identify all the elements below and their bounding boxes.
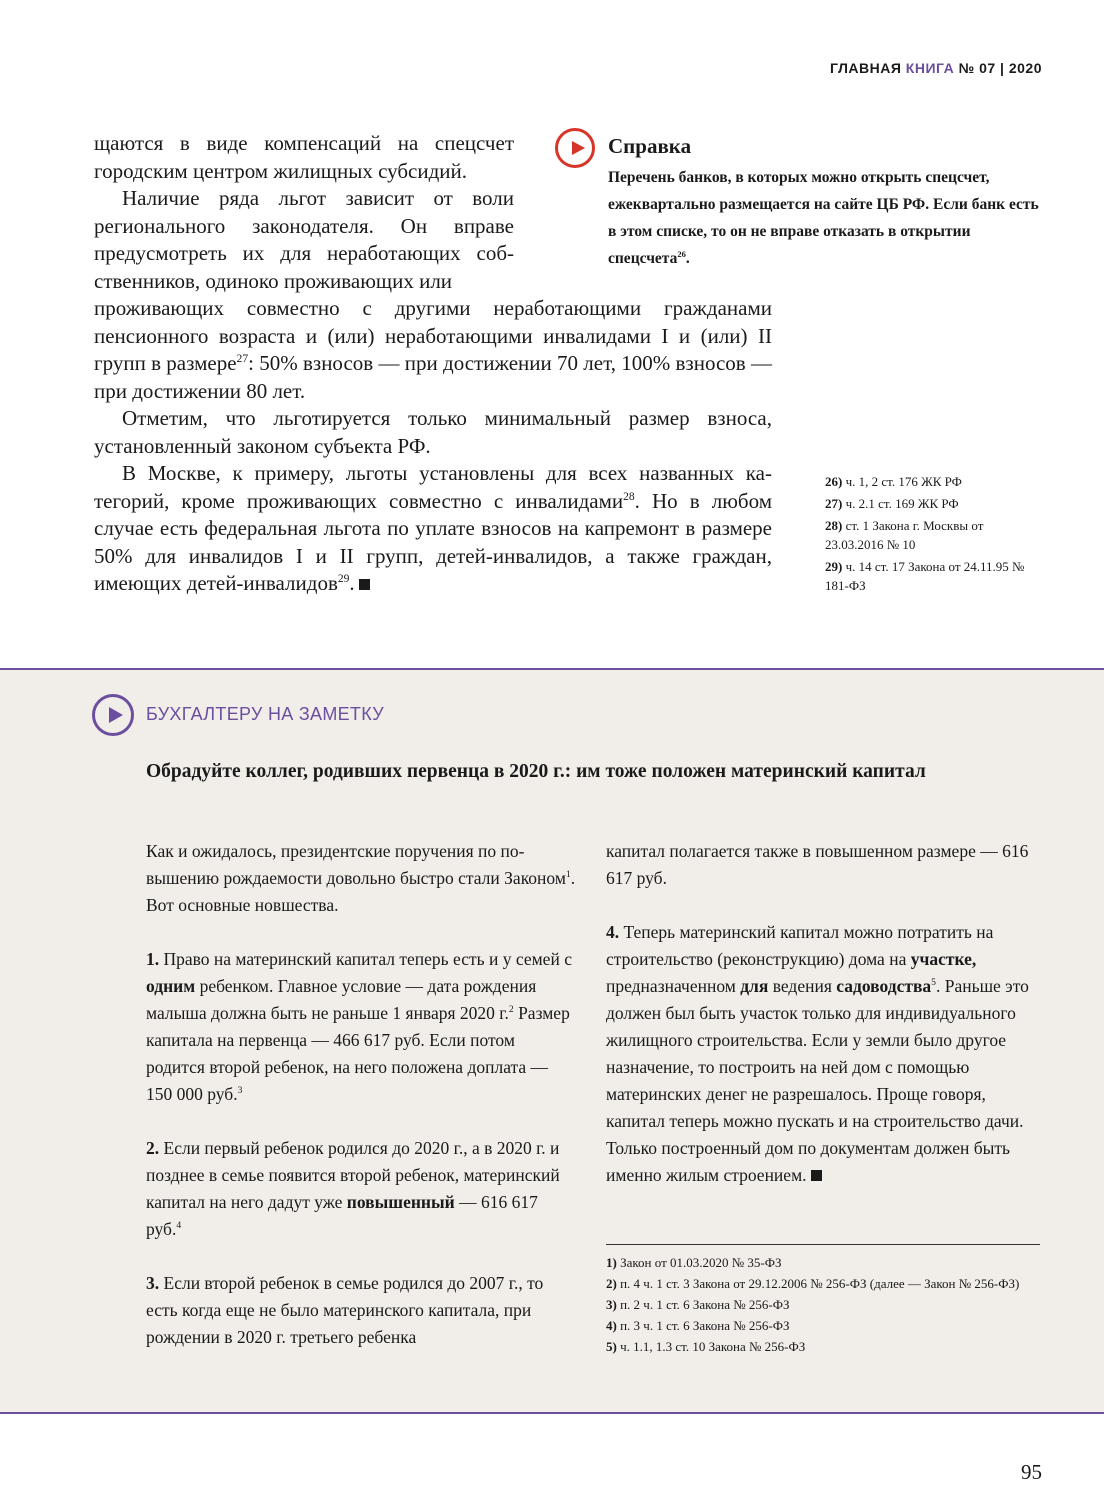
footnote-text: ч. 1, 2 ст. 176 ЖК РФ [845, 474, 962, 489]
footnote [825, 472, 1045, 491]
bold-text: садоводства [836, 976, 932, 996]
box-column-right [606, 838, 1042, 1189]
footnote-number: 26) [825, 474, 843, 489]
article-text: . Но в любом случае есть федеральная льгота по уплате взносов на капремонт в размере 50% для инвалидов I и II групп, детей-инвалидов, а также граждан, имеющих детей-инвалидов [94, 488, 773, 595]
item-number: 1. [146, 949, 160, 969]
footnote [606, 1296, 1042, 1313]
footnotes-box [606, 1254, 1042, 1359]
article-paragraph [94, 295, 772, 405]
box-text: — 616 617 руб. [146, 1192, 538, 1239]
article-paragraph [94, 460, 772, 598]
reference-text [608, 164, 1043, 272]
footnote-number: 29) [825, 559, 843, 574]
footnote [825, 557, 1045, 595]
box-text: Право на материнский капитал теперь есть и у семей с [159, 949, 572, 969]
footnote-number: 4) [606, 1318, 617, 1333]
footnote-number: 3) [606, 1297, 617, 1312]
footnote [606, 1254, 1042, 1271]
article-text: В Москве, к примеру, льготы установлены для всех названных категорий, кроме проживающих совместно с инвалидами [94, 461, 772, 513]
end-mark [811, 1170, 822, 1181]
article-paragraph: Наличие ряда льгот зависит от воли регионального законодателя. Он вправе предусмотреть их для неработающих собственников, одиноко проживающих или [94, 186, 514, 293]
article-paragraph: Отметим, что льготируется только минимальный размер взноса, установленный законом субъекта РФ. [94, 406, 772, 458]
footnote [606, 1338, 1042, 1355]
box-paragraph [606, 919, 1042, 1189]
footnote-text: ст. 1 Закона г. Москвы от 23.03.2016 № 10 [825, 518, 984, 552]
footnote-ref: 29 [337, 573, 350, 585]
box-text: Если первый ребенок родился до 2020 г., а в 2020 г. и позднее в семье появится второй ребенок, материнский капитал на него дадут уже [146, 1138, 560, 1212]
box-label: БУХГАЛТЕРУ НА ЗАМЕТКУ [146, 704, 384, 724]
footnote-text: п. 2 ч. 1 ст. 6 Закона № 256-ФЗ [620, 1297, 790, 1312]
reference-end: . [685, 250, 690, 267]
box-text: ребенком. Главное условие — дата рождения малыша должна быть не раньше 1 января 2020 г. [146, 976, 537, 1023]
footnote-text: п. 3 ч. 1 ст. 6 Закона № 256-ФЗ [620, 1318, 790, 1333]
footnote [606, 1275, 1042, 1292]
footnote-ref: 26 [677, 248, 686, 259]
bold-text: для [740, 976, 769, 996]
footnote [606, 1317, 1042, 1334]
magazine-header [830, 60, 1042, 76]
footnote-number: 27) [825, 496, 843, 511]
article-paragraph: щаются в виде компенсаций на спецсчет городским центром жилищных субсидий. [94, 131, 514, 183]
magazine-name-part1: ГЛАВНАЯ [829, 60, 902, 76]
box-column-left [146, 838, 576, 1351]
footnote-text: ч. 1.1, 1.3 ст. 10 Закона № 256-ФЗ [620, 1339, 806, 1354]
footnote-ref: 3 [237, 1085, 243, 1097]
reference-title: Справка [608, 134, 692, 158]
footnote-number: 2) [606, 1276, 617, 1291]
footnote-ref: 1 [565, 869, 571, 881]
bold-text: одним [146, 976, 196, 996]
end-mark [359, 579, 370, 590]
footnote-divider [606, 1244, 1040, 1245]
footnote-ref: 27 [236, 353, 249, 365]
footnote-ref: 28 [623, 490, 635, 503]
footnote-ref: 4 [176, 1220, 182, 1232]
article-text: . [349, 571, 355, 595]
bold-text: участке, [910, 949, 977, 969]
magazine-name-part2: КНИГА [905, 60, 955, 76]
footnote-ref: 5 [931, 977, 936, 989]
box-paragraph [146, 1270, 576, 1351]
article-text: : 50% взносов — при достижении 70 лет, 100% взносов — при достижении 80 лет. [94, 351, 772, 403]
item-number: 3. [146, 1273, 160, 1293]
page-number: 95 [1021, 1460, 1042, 1484]
footnote-ref: 2 [508, 1004, 514, 1016]
box-text: Размер капитала на первенца — 466 617 руб. Если потом родится второй ребенок, на него положена доплата — 150 000 руб. [146, 1003, 570, 1104]
item-number: 4. [606, 922, 620, 942]
box-text: Если второй ребенок в семье родился до 2007 г., то есть когда еще не было материнского капитала, при рождении в 2020 г. третьего ребенка [146, 1273, 544, 1347]
box-text: Как и ожидалось, президентские поручения по повышению рождаемости довольно быстро стали Законом [146, 841, 566, 888]
footnote-text: ч. 14 ст. 17 Закона от 24.11.95 № 181-ФЗ [825, 559, 1025, 593]
bold-text: повышенный [346, 1192, 455, 1212]
item-number: 2. [146, 1138, 160, 1158]
box-text: . Раньше это должен был быть участок только для индивидуального жилищного строительства. Если у земли было другое назначение, то построить на ней дом с помощью материнских денег не разрешалось. Проще говоря, капитал теперь можно пускать и на строительство дачи. Только построенный дом по документам должен быть именно жилым строением. [606, 976, 1029, 1185]
box-paragraph [146, 946, 576, 1108]
footnote-text: п. 4 ч. 1 ст. 3 Закона от 29.12.2006 № 256-ФЗ (далее — Закон № 256-ФЗ) [620, 1276, 1020, 1291]
play-icon [92, 694, 134, 736]
footnote-text: ч. 2.1 ст. 169 ЖК РФ [845, 496, 959, 511]
box-text: Теперь материнский капитал можно потратить на строительство (реконструкцию) дома на [606, 922, 994, 969]
box-paragraph: капитал полагается также в повышенном размере — 616 617 руб. [606, 841, 1029, 888]
box-text: . Вот основные новшества. [146, 868, 576, 915]
footnotes-right [825, 472, 1045, 598]
box-text: предназначенном [606, 976, 741, 996]
box-text: ведения [768, 976, 837, 996]
issue-number: № 07 | 2020 [958, 60, 1042, 76]
box-title: Обрадуйте коллег, родивших первенца в 2020 г.: им тоже положен материнский капитал [146, 761, 926, 782]
footnote [825, 516, 1045, 554]
article-text: проживающих совместно с другими неработающими гражданами пенсионного возраста и (или) неработающими инвалидами I и (или) II групп в размере [94, 296, 772, 375]
play-icon [555, 128, 595, 168]
footnote [825, 494, 1045, 513]
reference-body: Перечень банков, в которых можно открыть спецсчет, ежеквартально размещается на сайте ЦБ РФ. Если банк есть в этом списке, то он не вправе отказать в открытии спецсчета [608, 169, 1039, 267]
footnote-text: Закон от 01.03.2020 № 35-ФЗ [620, 1255, 782, 1270]
footnote-number: 1) [606, 1255, 617, 1270]
footnote-number: 28) [825, 518, 843, 533]
footnote-number: 5) [606, 1339, 617, 1354]
box-paragraph [146, 838, 576, 919]
box-paragraph [146, 1135, 576, 1243]
